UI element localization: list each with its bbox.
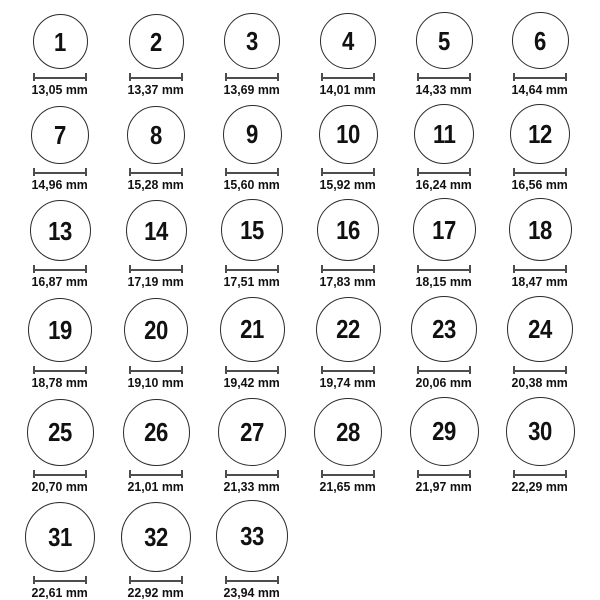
diameter-measure-line [417, 470, 471, 478]
ring-size-item [492, 104, 588, 192]
ring-size-item [396, 198, 492, 289]
ring-size-item [108, 14, 204, 97]
diameter-measure-line [513, 73, 567, 81]
ring-row [12, 296, 588, 390]
ring-size-number: 31 [48, 522, 72, 553]
diameter-label: 16,56 mm [511, 176, 569, 192]
ring-size-item [396, 104, 492, 192]
diameter-label: 19,10 mm [127, 374, 185, 390]
diameter-measure-line [129, 73, 183, 81]
ring-size-item [204, 13, 300, 97]
ring-size-item [492, 198, 588, 289]
ring-circle [411, 296, 477, 362]
ring-size-number: 18 [528, 214, 552, 245]
diameter-measure-line [417, 265, 471, 273]
ring-size-item [12, 200, 108, 289]
diameter-label: 14,96 mm [31, 176, 89, 192]
measure-bar [131, 77, 181, 79]
diameter-measure-line [225, 576, 279, 584]
measure-bar [323, 77, 373, 79]
ring-circle [413, 198, 476, 261]
diameter-measure-line [129, 168, 183, 176]
diameter-label: 21,97 mm [415, 478, 473, 494]
ring-circle [512, 12, 569, 69]
diameter-measure-line [225, 470, 279, 478]
measure-bar [131, 269, 181, 271]
ring-size-item [108, 106, 204, 192]
measure-bar [227, 370, 277, 372]
measure-bar [131, 172, 181, 174]
ring-size-number: 6 [534, 25, 546, 56]
diameter-measure-line [225, 265, 279, 273]
diameter-label: 22,92 mm [127, 585, 185, 600]
ring-size-number: 7 [54, 119, 66, 150]
ring-circle [319, 105, 378, 164]
ring-size-number: 16 [336, 215, 360, 246]
diameter-label: 20,38 mm [511, 374, 569, 390]
diameter-label: 15,92 mm [319, 176, 377, 192]
ring-size-number: 8 [150, 119, 162, 150]
ring-size-number: 32 [144, 522, 168, 553]
measure-bar [35, 370, 85, 372]
ring-circle [123, 399, 190, 466]
ring-size-number: 22 [336, 314, 360, 345]
diameter-measure-line [33, 265, 87, 273]
diameter-measure-line [513, 168, 567, 176]
diameter-measure-line [225, 73, 279, 81]
measure-bar [227, 580, 277, 582]
ring-size-item [300, 398, 396, 494]
diameter-measure-line [321, 265, 375, 273]
diameter-measure-line [33, 168, 87, 176]
measure-bar [131, 370, 181, 372]
ring-circle [414, 104, 474, 164]
ring-circle [25, 502, 95, 572]
diameter-label: 23,94 mm [223, 585, 281, 600]
diameter-label: 19,74 mm [319, 374, 377, 390]
measure-bar [419, 370, 469, 372]
ring-size-number: 28 [336, 416, 360, 447]
ring-size-item [300, 199, 396, 289]
ring-size-item [492, 296, 588, 390]
ring-size-number: 21 [240, 314, 264, 345]
ring-circle [221, 199, 283, 261]
ring-size-number: 30 [528, 416, 552, 447]
ring-size-item [204, 105, 300, 192]
ring-circle [129, 14, 184, 69]
diameter-measure-line [513, 470, 567, 478]
diameter-measure-line [417, 366, 471, 374]
diameter-measure-line [129, 470, 183, 478]
measure-bar [515, 370, 565, 372]
diameter-measure-line [321, 366, 375, 374]
ring-circle [220, 297, 285, 362]
ring-circle [316, 297, 381, 362]
measure-bar [515, 269, 565, 271]
ring-size-number: 9 [246, 119, 258, 150]
ring-size-item [108, 200, 204, 289]
ring-circle [223, 105, 282, 164]
diameter-label: 13,69 mm [223, 82, 281, 97]
ring-circle [509, 198, 572, 261]
measure-bar [419, 172, 469, 174]
diameter-measure-line [513, 265, 567, 273]
ring-size-number: 29 [432, 416, 456, 447]
ring-size-item [300, 105, 396, 192]
ring-circle [28, 298, 92, 362]
ring-size-number: 20 [144, 314, 168, 345]
ring-row [12, 198, 588, 289]
diameter-measure-line [513, 366, 567, 374]
ring-size-item [300, 13, 396, 97]
ring-size-number: 17 [432, 214, 456, 245]
diameter-label: 22,61 mm [31, 585, 89, 600]
diameter-label: 18,15 mm [415, 274, 473, 290]
measure-bar [419, 77, 469, 79]
measure-bar [515, 172, 565, 174]
ring-circle [126, 200, 187, 261]
measure-bar [515, 474, 565, 476]
ring-size-number: 24 [528, 313, 552, 344]
measure-bar [323, 474, 373, 476]
ring-circle [507, 296, 573, 362]
ring-size-number: 23 [432, 313, 456, 344]
ring-size-item [12, 399, 108, 494]
ring-size-number: 3 [246, 26, 258, 56]
diameter-label: 17,83 mm [319, 274, 377, 290]
ring-size-item [12, 14, 108, 97]
ring-size-item [204, 398, 300, 494]
ring-size-item [492, 12, 588, 97]
measure-bar [227, 172, 277, 174]
ring-circle [510, 104, 570, 164]
measure-bar [323, 370, 373, 372]
measure-bar [131, 474, 181, 476]
ring-row [12, 500, 588, 600]
diameter-label: 17,19 mm [127, 274, 185, 290]
diameter-label: 16,24 mm [415, 176, 473, 192]
diameter-label: 16,87 mm [31, 274, 89, 290]
ring-size-item [108, 298, 204, 390]
diameter-label: 15,60 mm [223, 176, 281, 192]
measure-bar [419, 269, 469, 271]
ring-size-number: 27 [240, 416, 264, 447]
ring-size-item [204, 199, 300, 289]
measure-bar [515, 77, 565, 79]
measure-bar [35, 269, 85, 271]
ring-row [12, 12, 588, 97]
diameter-label: 14,33 mm [415, 82, 473, 97]
measure-bar [323, 172, 373, 174]
ring-circle [216, 500, 288, 572]
ring-circle [320, 13, 376, 69]
ring-circle [224, 13, 280, 69]
ring-size-item [108, 502, 204, 600]
diameter-measure-line [321, 168, 375, 176]
measure-bar [419, 474, 469, 476]
ring-row [12, 397, 588, 494]
ring-row [12, 104, 588, 192]
diameter-label: 13,05 mm [31, 82, 89, 97]
diameter-measure-line [321, 470, 375, 478]
diameter-measure-line [129, 366, 183, 374]
ring-size-number: 12 [528, 118, 552, 149]
diameter-label: 20,70 mm [31, 478, 89, 494]
measure-bar [35, 77, 85, 79]
diameter-measure-line [417, 168, 471, 176]
diameter-label: 17,51 mm [223, 274, 281, 290]
ring-circle [317, 199, 379, 261]
ring-size-number: 4 [342, 26, 354, 56]
diameter-measure-line [33, 576, 87, 584]
ring-size-number: 11 [432, 118, 456, 149]
diameter-measure-line [225, 168, 279, 176]
ring-size-number: 25 [48, 417, 72, 448]
diameter-measure-line [225, 366, 279, 374]
ring-size-number: 14 [144, 215, 168, 246]
measure-bar [131, 580, 181, 582]
diameter-measure-line [321, 73, 375, 81]
ring-size-number: 15 [240, 215, 264, 246]
measure-bar [323, 269, 373, 271]
ring-circle [218, 398, 286, 466]
diameter-label: 22,29 mm [511, 478, 569, 494]
measure-bar [227, 269, 277, 271]
diameter-measure-line [33, 470, 87, 478]
diameter-label: 15,28 mm [127, 176, 185, 192]
diameter-label: 19,42 mm [223, 374, 281, 390]
ring-size-number: 19 [48, 314, 72, 345]
ring-size-number: 26 [144, 417, 168, 448]
diameter-label: 21,33 mm [223, 478, 281, 494]
ring-size-number: 5 [438, 25, 450, 56]
ring-size-item [204, 297, 300, 390]
diameter-label: 20,06 mm [415, 374, 473, 390]
diameter-measure-line [129, 265, 183, 273]
diameter-label: 18,78 mm [31, 374, 89, 390]
ring-size-item [108, 399, 204, 494]
ring-circle [31, 106, 89, 164]
ring-circle [30, 200, 91, 261]
measure-bar [35, 172, 85, 174]
ring-size-number: 33 [240, 521, 264, 552]
diameter-label: 21,65 mm [319, 478, 377, 494]
diameter-measure-line [417, 73, 471, 81]
measure-bar [227, 77, 277, 79]
ring-size-item [492, 397, 588, 494]
ring-circle [416, 12, 473, 69]
ring-circle [121, 502, 191, 572]
diameter-label: 18,47 mm [511, 274, 569, 290]
ring-size-number: 13 [48, 215, 72, 246]
ring-size-item [300, 297, 396, 390]
ring-circle [506, 397, 575, 466]
ring-circle [410, 397, 479, 466]
diameter-measure-line [129, 576, 183, 584]
ring-circle [33, 14, 88, 69]
ring-size-item [12, 502, 108, 600]
diameter-measure-line [33, 73, 87, 81]
diameter-label: 21,01 mm [127, 478, 185, 494]
measure-bar [35, 474, 85, 476]
ring-size-item [204, 500, 300, 600]
ring-size-number: 1 [54, 26, 66, 57]
measure-bar [227, 474, 277, 476]
diameter-label: 13,37 mm [127, 82, 185, 97]
ring-size-item [396, 12, 492, 97]
ring-size-number: 2 [150, 26, 162, 57]
ring-circle [27, 399, 94, 466]
ring-size-item [396, 296, 492, 390]
diameter-label: 14,01 mm [319, 82, 377, 97]
measure-bar [35, 580, 85, 582]
ring-size-item [12, 106, 108, 192]
ring-size-number: 10 [336, 119, 360, 150]
ring-circle [314, 398, 382, 466]
diameter-label: 14,64 mm [511, 82, 569, 97]
ring-size-item [12, 298, 108, 390]
ring-circle [127, 106, 185, 164]
diameter-measure-line [33, 366, 87, 374]
ring-circle [124, 298, 188, 362]
ring-size-item [396, 397, 492, 494]
